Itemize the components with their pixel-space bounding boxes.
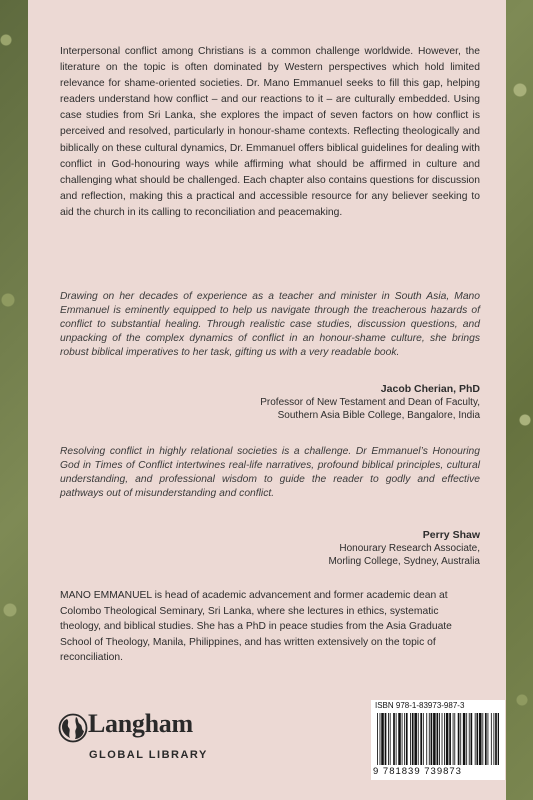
endorser-name-2: Perry Shaw [422, 529, 480, 541]
endorser-role-2a: Honourary Research Associate, [339, 543, 480, 554]
barcode-digits: 9 781839 739873 [373, 766, 462, 777]
author-bio: MANO EMMANUEL is head of academic advancement and former academic dean at Colombo Theological Seminary, Sri Lanka, where she lectures in ethics, systematic theology, and biblical studies. She has a PhD in peace studies from the Asia Graduate School of Theology, Manila, Philippines, and has written extensively on the topic of reconciliation. [60, 590, 452, 664]
publisher-subtitle: GLOBAL LIBRARY [89, 749, 208, 761]
barcode [377, 713, 499, 765]
publisher-logo [58, 711, 248, 771]
endorser-role-1a: Professor of New Testament and Dean of Faculty, [260, 397, 480, 408]
publisher-name: Langham [88, 709, 193, 738]
endorser-role-1b: Southern Asia Bible College, Bangalore, India [277, 410, 480, 421]
book-description: Interpersonal conflict among Christians is a common challenge worldwide. However, the literature on the topic is often dominated by Western perspectives which hold limited relevance for shame-oriented societies. Dr. Mano Emmanuel seeks to fill this gap, helping readers understand how conflict – and our reactions to it – are culturally embedded. Using case studies from Sri Lanka, she explores the impact of seven factors on how conflict is perceived and resolved, particularly in honour-shame contexts. Reflecting theologically and biblically on these cultural dynamics, Dr. Emmanuel offers biblical guidelines for dealing with conflict in God-honouring ways while affirming what should be affirmed in culture and challenging what should be challenged. Each chapter also contains questions for discussion and reflection, making this a practical and accessible resource for any believer seeking to aid the church in its calling to reconciliation and peacemaking. [60, 46, 480, 218]
endorser-role-2b: Morling College, Sydney, Australia [328, 556, 480, 567]
endorsement-attribution-1 [180, 383, 480, 422]
isbn-label: ISBN 978-1-83973-987-3 [375, 701, 465, 710]
text-panel [28, 0, 506, 800]
globe-icon [58, 713, 88, 743]
endorsement-quote-1: Drawing on her decades of experience as a teacher and minister in South Asia, Mano Emmanuel is eminently equipped to help us navigate through the treacherous hazards of conflict to substantial healing. Through realistic case studies, discussion questions, and unpacking of the complex dynamics of conflict in an honour-shame culture, she brings robust biblical imperatives to her task, gifting us with a very readable book. [60, 291, 480, 358]
endorsement-quote-2: Resolving conflict in highly relational societies is a challenge. Dr Emmanuel’s Honouring God in Times of Conflict intertwines real-life narratives, profound biblical principles, cultural understanding, and professional wisdom to guide the reader to godly and effective pathways out of misunderstanding and conflict. [60, 446, 480, 499]
isbn-barcode-box [371, 700, 505, 780]
endorser-name-1: Jacob Cherian, PhD [380, 383, 480, 395]
endorsement-attribution-2 [180, 529, 480, 568]
